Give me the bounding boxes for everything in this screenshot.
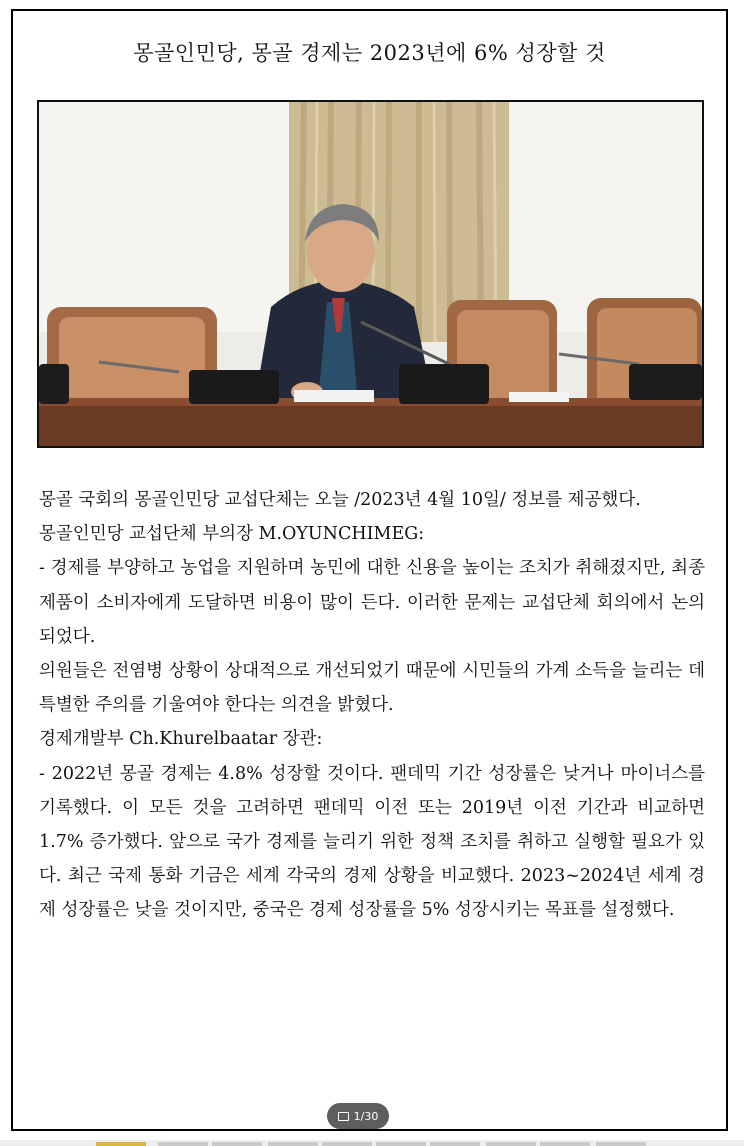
page-indicator[interactable] xyxy=(327,1103,389,1129)
paragraph: - 2022년 몽골 경제는 4.8% 성장할 것이다. 팬데믹 기간 성장률은 낮거나 마이너스를 기록했다. 이 모든 것을 고려하면 팬데믹 이전 또는 2019년 이전 기간과 비교하면 1.7% 증가했다. 앞으로 국가 경제를 늘리기 위한 정책 조치를 취하고 실행할 필요가 있다. 최근 국제 통화 기금은 세계 각국의 경제 상황을 비교했다. 2023~2024년 세계 경제 성장률은 낮을 것이지만, 중국은 경제 성장률을 5% 성장시키는 목표를 설정했다. xyxy=(39,763,705,921)
thumbnail[interactable] xyxy=(212,1142,262,1146)
thumbnail-strip xyxy=(0,1140,744,1146)
thumbnail[interactable] xyxy=(322,1142,372,1146)
page-icon xyxy=(338,1112,349,1121)
thumbnail[interactable] xyxy=(96,1142,146,1146)
paragraph: - 경제를 부양하고 농업을 지원하며 농민에 대한 신용을 높이는 조치가 취해졌지만, 최종 제품이 소비자에게 도달하면 비용이 많이 든다. 이러한 문제는 교섭단체 회의에서 논의되었다. xyxy=(39,558,705,647)
thumbnail[interactable] xyxy=(158,1142,208,1146)
document-title: 몽골인민당, 몽골 경제는 2023년에 6% 성장할 것 xyxy=(133,41,606,65)
paragraph: 의원들은 전염병 상황이 상대적으로 개선되었기 때문에 시민들의 가계 소득을 늘리는 데 특별한 주의를 기울여야 한다는 의견을 밝혔다. xyxy=(39,661,705,716)
page-indicator-text: 1/30 xyxy=(353,1109,379,1123)
thumbnail[interactable] xyxy=(540,1142,590,1146)
paragraph: 몽골인민당 교섭단체 부의장 M.OYUNCHIMEG: xyxy=(39,524,425,545)
article-body xyxy=(39,483,705,928)
document-page xyxy=(11,9,728,1131)
thumbnail[interactable] xyxy=(430,1142,480,1146)
thumbnail[interactable] xyxy=(486,1142,536,1146)
thumbnail[interactable] xyxy=(268,1142,318,1146)
thumbnail[interactable] xyxy=(596,1142,646,1146)
paragraph: 몽골 국회의 몽골인민당 교섭단체는 오늘 /2023년 4월 10일/ 정보를 제공했다. xyxy=(39,490,641,510)
thumbnail[interactable] xyxy=(376,1142,426,1146)
article-photo xyxy=(37,100,704,448)
paragraph: 경제개발부 Ch.Khurelbaatar 장관: xyxy=(39,729,323,750)
